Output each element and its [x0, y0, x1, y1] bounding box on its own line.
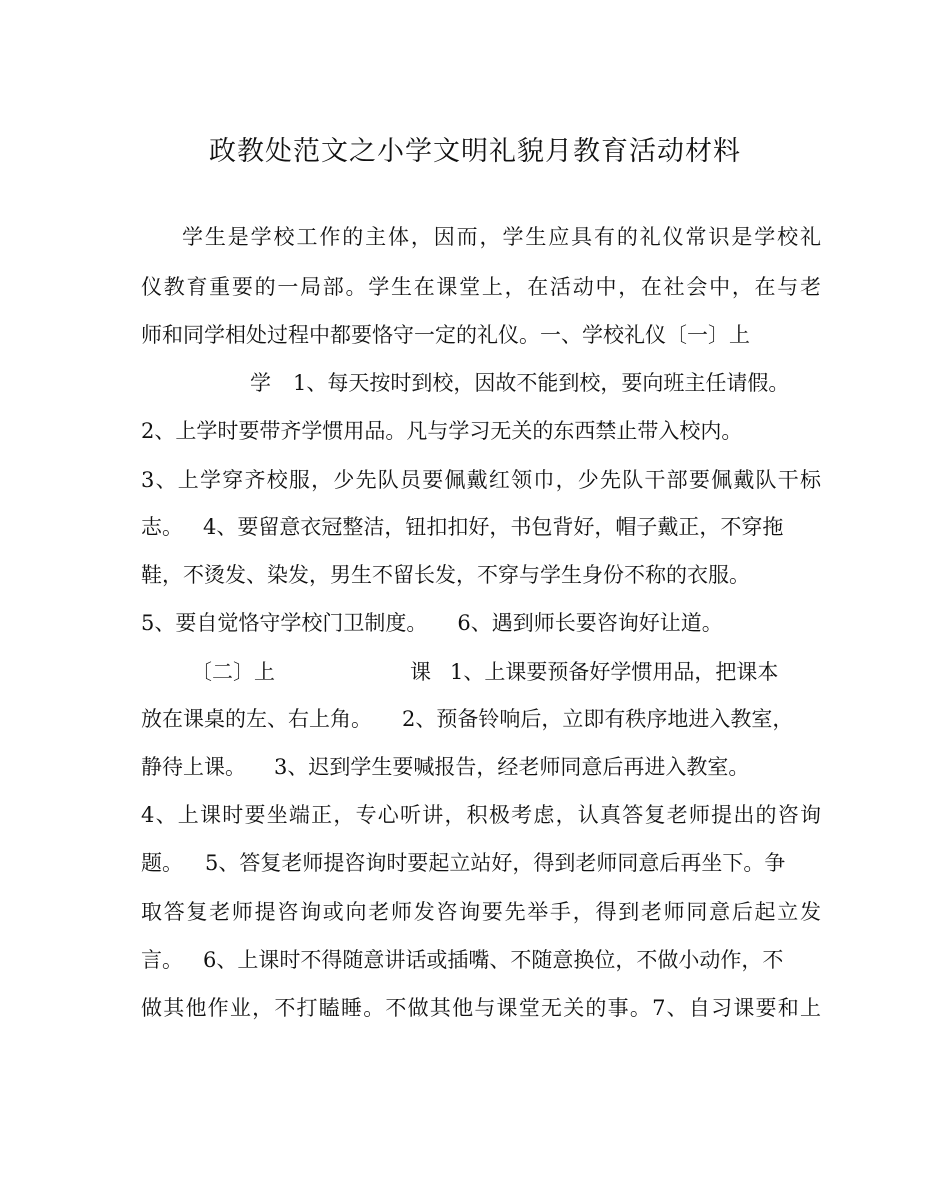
list-item-text: 志。 [141, 515, 183, 539]
list-item-text: 2、预备铃响后，立即有秩序地进入教室， [402, 707, 794, 731]
list-item-text: 4、要留意衣冠整洁，钮扣扣好，书包背好，帽子戴正，不穿拖 [203, 515, 784, 539]
section-heading-fragment: 学 [250, 371, 271, 395]
list-item-text: 1、上课要预备好学惯用品，把课本 [450, 660, 779, 684]
section-heading-fragment: 课 [410, 660, 431, 684]
paragraph-line [141, 358, 821, 408]
paragraph-line: 取答复老师提咨询或向老师发咨询要先举手，得到老师同意后起立发 [141, 900, 821, 924]
paragraph-line [141, 502, 821, 552]
list-item-text: 5、要自觉恪守学校门卫制度。 [141, 611, 428, 635]
paragraph-line: 做其他作业，不打瞌睡。不做其他与课堂无关的事。7、自习课要和上 [141, 996, 821, 1020]
section-heading-fragment: 〔二〕上 [191, 660, 275, 684]
paragraph-line: 师和同学相处过程中都要恪守一定的礼仪。一、学校礼仪〔一〕上 [141, 323, 750, 347]
paragraph-line [141, 694, 821, 744]
document-title: 政教处范文之小学文明礼貌月教育活动材料 [209, 136, 741, 167]
list-item-text: 放在课桌的左、右上角。 [141, 707, 372, 731]
list-item-text: 5、答复老师提咨询时要起立站好，得到老师同意后再坐下。争 [205, 851, 786, 875]
paragraph-line: 4、上课时要坐端正，专心听讲，积极考虑，认真答复老师提出的咨询 [141, 803, 821, 827]
list-item-text: 3、迟到学生要喊报告，经老师同意后再进入教室。 [274, 755, 750, 779]
list-item-text: 言。 [141, 948, 183, 972]
paragraph-line [141, 838, 821, 888]
list-item-text: 静待上课。 [141, 755, 246, 779]
paragraph-line: 鞋，不烫发、染发，男生不留长发，不穿与学生身份不称的衣服。 [141, 563, 750, 587]
list-item-text: 1、每天按时到校，因故不能到校，要向班主任请假。 [293, 371, 790, 395]
paragraph-line [141, 647, 821, 697]
list-item-text: 题。 [141, 851, 183, 875]
paragraph-line [141, 598, 821, 648]
paragraph-line [141, 935, 821, 985]
paragraph-line [141, 742, 821, 792]
paragraph-line: 仪教育重要的一局部。学生在课堂上，在活动中，在社会中，在与老 [141, 275, 821, 299]
paragraph-line: 3、上学穿齐校服，少先队员要佩戴红领巾，少先队干部要佩戴队干标 [141, 468, 821, 492]
list-item-text: 6、上课时不得随意讲话或插嘴、不随意换位，不做小动作，不 [203, 948, 784, 972]
list-item-text: 6、遇到师长要咨询好让道。 [457, 611, 723, 635]
paragraph-line: 2、上学时要带齐学惯用品。凡与学习无关的东西禁止带入校内。 [141, 419, 743, 443]
paragraph-line: 学生是学校工作的主体，因而，学生应具有的礼仪常识是学校礼 [182, 225, 821, 249]
